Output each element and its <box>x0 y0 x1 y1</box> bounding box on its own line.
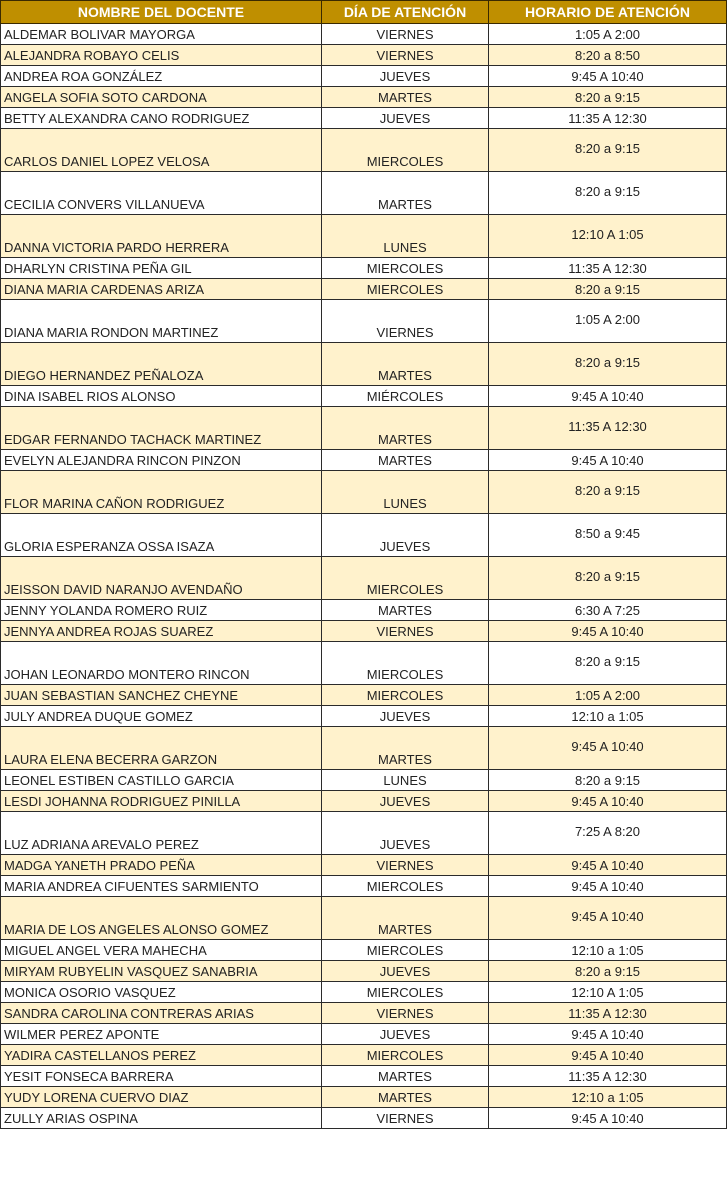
attention-time-cell: 11:35 A 12:30 <box>489 1066 727 1087</box>
attention-day-cell: MIERCOLES <box>322 685 489 706</box>
attention-day-cell: VIERNES <box>322 24 489 45</box>
table-row <box>1 727 727 770</box>
table-row <box>1 600 727 621</box>
attention-time-cell: 9:45 A 10:40 <box>489 1045 727 1066</box>
attention-time-cell: 12:10 A 1:05 <box>489 982 727 1003</box>
attention-time-cell: 11:35 A 12:30 <box>489 1003 727 1024</box>
attention-day-cell: MIERCOLES <box>322 982 489 1003</box>
table-row <box>1 621 727 642</box>
teacher-name-cell: LAURA ELENA BECERRA GARZON <box>1 727 322 770</box>
table-row <box>1 876 727 897</box>
attention-day-cell: LUNES <box>322 215 489 258</box>
attention-time-cell: 12:10 A 1:05 <box>489 215 727 258</box>
table-row <box>1 812 727 855</box>
teacher-name-cell: EDGAR FERNANDO TACHACK MARTINEZ <box>1 407 322 450</box>
teacher-name-cell: ZULLY ARIAS OSPINA <box>1 1108 322 1129</box>
table-header <box>1 1 727 24</box>
attention-time-cell: 8:20 a 9:15 <box>489 343 727 386</box>
attention-day-cell: VIERNES <box>322 300 489 343</box>
attention-day-cell: MIERCOLES <box>322 557 489 600</box>
teacher-name-cell: DANNA VICTORIA PARDO HERRERA <box>1 215 322 258</box>
teacher-name-cell: MADGA YANETH PRADO PEÑA <box>1 855 322 876</box>
table-body <box>1 24 727 1129</box>
table-row <box>1 897 727 940</box>
teacher-name-cell: FLOR MARINA CAÑON RODRIGUEZ <box>1 471 322 514</box>
attention-time-cell: 11:35 A 12:30 <box>489 407 727 450</box>
attention-time-cell: 9:45 A 10:40 <box>489 897 727 940</box>
attention-time-cell: 7:25 A 8:20 <box>489 812 727 855</box>
teacher-name-cell: CECILIA CONVERS VILLANUEVA <box>1 172 322 215</box>
teacher-name-cell: JUAN SEBASTIAN SANCHEZ CHEYNE <box>1 685 322 706</box>
attention-day-cell: MIERCOLES <box>322 876 489 897</box>
header-dia: DÍA DE ATENCIÓN <box>322 1 489 24</box>
attention-day-cell: MIERCOLES <box>322 279 489 300</box>
teacher-name-cell: ALEJANDRA ROBAYO CELIS <box>1 45 322 66</box>
header-row <box>1 1 727 24</box>
attention-day-cell: MARTES <box>322 87 489 108</box>
attention-day-cell: MARTES <box>322 407 489 450</box>
table-row <box>1 791 727 812</box>
attention-time-cell: 8:20 a 9:15 <box>489 172 727 215</box>
teacher-name-cell: LUZ ADRIANA AREVALO PEREZ <box>1 812 322 855</box>
attention-time-cell: 12:10 a 1:05 <box>489 1087 727 1108</box>
attention-day-cell: JUEVES <box>322 1024 489 1045</box>
teacher-name-cell: JULY ANDREA DUQUE GOMEZ <box>1 706 322 727</box>
table-row <box>1 770 727 791</box>
attention-time-cell: 9:45 A 10:40 <box>489 791 727 812</box>
attention-time-cell: 1:05 A 2:00 <box>489 300 727 343</box>
attention-time-cell: 9:45 A 10:40 <box>489 1108 727 1129</box>
attention-time-cell: 6:30 A 7:25 <box>489 600 727 621</box>
table-row <box>1 706 727 727</box>
teacher-name-cell: MARIA ANDREA CIFUENTES SARMIENTO <box>1 876 322 897</box>
teacher-name-cell: DIEGO HERNANDEZ PEÑALOZA <box>1 343 322 386</box>
attention-day-cell: VIERNES <box>322 1003 489 1024</box>
table-row <box>1 1045 727 1066</box>
table-row <box>1 1087 727 1108</box>
attention-time-cell: 8:20 a 9:15 <box>489 642 727 685</box>
attention-day-cell: MIERCOLES <box>322 258 489 279</box>
attention-day-cell: JUEVES <box>322 514 489 557</box>
attention-day-cell: MIERCOLES <box>322 1045 489 1066</box>
attention-time-cell: 9:45 A 10:40 <box>489 876 727 897</box>
attention-day-cell: MIERCOLES <box>322 940 489 961</box>
table-row <box>1 407 727 450</box>
attention-time-cell: 11:35 A 12:30 <box>489 258 727 279</box>
attention-time-cell: 9:45 A 10:40 <box>489 1024 727 1045</box>
attention-day-cell: MIÉRCOLES <box>322 386 489 407</box>
table-row <box>1 642 727 685</box>
teacher-name-cell: LEONEL ESTIBEN CASTILLO GARCIA <box>1 770 322 791</box>
attention-time-cell: 8:20 a 9:15 <box>489 87 727 108</box>
attention-day-cell: LUNES <box>322 770 489 791</box>
attention-time-cell: 9:45 A 10:40 <box>489 855 727 876</box>
teacher-name-cell: ANDREA ROA GONZÁLEZ <box>1 66 322 87</box>
table-row <box>1 343 727 386</box>
attention-time-cell: 9:45 A 10:40 <box>489 66 727 87</box>
attention-day-cell: JUEVES <box>322 791 489 812</box>
teacher-name-cell: JENNY YOLANDA ROMERO RUIZ <box>1 600 322 621</box>
teacher-name-cell: MARIA DE LOS ANGELES ALONSO GOMEZ <box>1 897 322 940</box>
attention-day-cell: JUEVES <box>322 706 489 727</box>
attention-time-cell: 9:45 A 10:40 <box>489 727 727 770</box>
attention-day-cell: MARTES <box>322 172 489 215</box>
teacher-name-cell: GLORIA ESPERANZA OSSA ISAZA <box>1 514 322 557</box>
attention-day-cell: JUEVES <box>322 108 489 129</box>
teacher-name-cell: JEISSON DAVID NARANJO AVENDAÑO <box>1 557 322 600</box>
table-row <box>1 108 727 129</box>
teacher-name-cell: MONICA OSORIO VASQUEZ <box>1 982 322 1003</box>
teacher-name-cell: JENNYA ANDREA ROJAS SUAREZ <box>1 621 322 642</box>
attention-day-cell: VIERNES <box>322 855 489 876</box>
table-row <box>1 215 727 258</box>
header-docente: NOMBRE DEL DOCENTE <box>1 1 322 24</box>
table-row <box>1 940 727 961</box>
header-horario: HORARIO DE ATENCIÓN <box>489 1 727 24</box>
teacher-name-cell: BETTY ALEXANDRA CANO RODRIGUEZ <box>1 108 322 129</box>
table-row <box>1 855 727 876</box>
attention-time-cell: 9:45 A 10:40 <box>489 621 727 642</box>
teacher-name-cell: ALDEMAR BOLIVAR MAYORGA <box>1 24 322 45</box>
table-row <box>1 1066 727 1087</box>
teacher-name-cell: YESIT FONSECA BARRERA <box>1 1066 322 1087</box>
attention-time-cell: 9:45 A 10:40 <box>489 386 727 407</box>
teacher-name-cell: YADIRA CASTELLANOS PEREZ <box>1 1045 322 1066</box>
table-row <box>1 87 727 108</box>
attention-day-cell: LUNES <box>322 471 489 514</box>
attention-day-cell: MARTES <box>322 450 489 471</box>
table-row <box>1 685 727 706</box>
table-row <box>1 129 727 172</box>
attention-day-cell: MARTES <box>322 343 489 386</box>
teacher-name-cell: MIGUEL ANGEL VERA MAHECHA <box>1 940 322 961</box>
teacher-name-cell: YUDY LORENA CUERVO DIAZ <box>1 1087 322 1108</box>
attention-time-cell: 8:20 a 9:15 <box>489 471 727 514</box>
table-row <box>1 279 727 300</box>
teacher-name-cell: EVELYN ALEJANDRA RINCON PINZON <box>1 450 322 471</box>
attention-day-cell: VIERNES <box>322 45 489 66</box>
table-row <box>1 557 727 600</box>
attention-time-cell: 12:10 a 1:05 <box>489 706 727 727</box>
attention-day-cell: JUEVES <box>322 961 489 982</box>
attention-time-cell: 8:20 a 9:15 <box>489 279 727 300</box>
table-row <box>1 66 727 87</box>
table-row <box>1 1003 727 1024</box>
attention-day-cell: MARTES <box>322 1066 489 1087</box>
attention-day-cell: MARTES <box>322 600 489 621</box>
attention-time-cell: 11:35 A 12:30 <box>489 108 727 129</box>
teacher-name-cell: MIRYAM RUBYELIN VASQUEZ SANABRIA <box>1 961 322 982</box>
attention-time-cell: 12:10 a 1:05 <box>489 940 727 961</box>
attention-time-cell: 8:20 a 8:50 <box>489 45 727 66</box>
teacher-name-cell: LESDI JOHANNA RODRIGUEZ PINILLA <box>1 791 322 812</box>
attention-day-cell: VIERNES <box>322 1108 489 1129</box>
attention-time-cell: 8:50 a 9:45 <box>489 514 727 557</box>
attention-time-cell: 8:20 a 9:15 <box>489 961 727 982</box>
teacher-name-cell: SANDRA CAROLINA CONTRERAS ARIAS <box>1 1003 322 1024</box>
attention-day-cell: VIERNES <box>322 621 489 642</box>
table-row <box>1 24 727 45</box>
table-row <box>1 450 727 471</box>
attention-day-cell: MARTES <box>322 1087 489 1108</box>
attention-day-cell: MARTES <box>322 727 489 770</box>
attention-time-cell: 1:05 A 2:00 <box>489 24 727 45</box>
table-row <box>1 982 727 1003</box>
table-row <box>1 514 727 557</box>
table-row <box>1 471 727 514</box>
teacher-name-cell: DIANA MARIA CARDENAS ARIZA <box>1 279 322 300</box>
teacher-name-cell: DHARLYN CRISTINA PEÑA GIL <box>1 258 322 279</box>
attention-day-cell: MIERCOLES <box>322 642 489 685</box>
table-row <box>1 1108 727 1129</box>
table-row <box>1 386 727 407</box>
teacher-name-cell: DINA ISABEL RIOS ALONSO <box>1 386 322 407</box>
teacher-name-cell: JOHAN LEONARDO MONTERO RINCON <box>1 642 322 685</box>
teacher-name-cell: WILMER PEREZ APONTE <box>1 1024 322 1045</box>
attention-day-cell: JUEVES <box>322 66 489 87</box>
attention-day-cell: MARTES <box>322 897 489 940</box>
table-row <box>1 961 727 982</box>
attention-day-cell: MIERCOLES <box>322 129 489 172</box>
attention-time-cell: 9:45 A 10:40 <box>489 450 727 471</box>
teacher-name-cell: ANGELA SOFIA SOTO CARDONA <box>1 87 322 108</box>
attention-time-cell: 8:20 a 9:15 <box>489 129 727 172</box>
attention-time-cell: 1:05 A 2:00 <box>489 685 727 706</box>
table-row <box>1 45 727 66</box>
attention-time-cell: 8:20 a 9:15 <box>489 770 727 791</box>
table-row <box>1 258 727 279</box>
teacher-name-cell: CARLOS DANIEL LOPEZ VELOSA <box>1 129 322 172</box>
table-row <box>1 172 727 215</box>
table-row <box>1 300 727 343</box>
teacher-name-cell: DIANA MARIA RONDON MARTINEZ <box>1 300 322 343</box>
attention-day-cell: JUEVES <box>322 812 489 855</box>
table-row <box>1 1024 727 1045</box>
attention-time-cell: 8:20 a 9:15 <box>489 557 727 600</box>
